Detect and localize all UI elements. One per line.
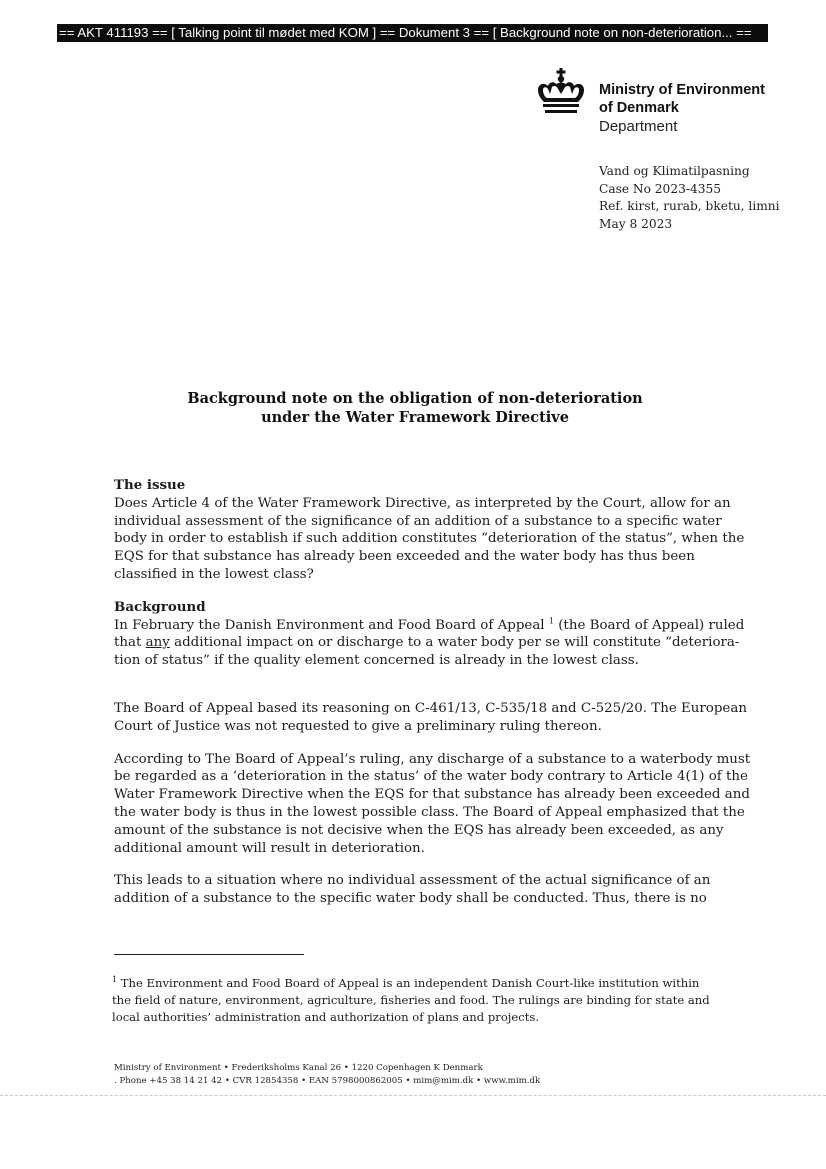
bg-p1-line3: tion of status” if the quality element concerned is already in the lowest class.: [114, 653, 639, 669]
bg-p2-line: The Board of Appeal based its reasoning on C-461/13, C-535/18 and C-525/20. The European: [114, 700, 747, 716]
issue-heading: The issue: [114, 477, 186, 493]
footer-contact: . Phone +45 38 14 21 42 • CVR 12854358 • EAN 5798000862005 • mim@mim.dk • www.mim.dk: [114, 1075, 541, 1086]
footnote-line: the field of nature, environment, agriculture, fisheries and food. The rulings are binding for state and: [112, 993, 710, 1007]
bg-p1-text: In February the Danish Environment and Food Board of Appeal: [114, 617, 545, 633]
footnote-line: The Environment and Food Board of Appeal is an independent Danish Court-like institution within: [120, 976, 700, 990]
ministry-identity: [599, 81, 765, 137]
background-paragraph-3: [114, 751, 751, 858]
title-line1: Background note on the obligation of non-deterioration: [187, 390, 643, 407]
scan-artifact-line: [0, 1095, 826, 1096]
ministry-name-line2: of Denmark: [599, 100, 679, 116]
bg-p2-line: Court of Justice was not requested to give a preliminary ruling thereon.: [114, 718, 602, 734]
header-bar-text: == AKT 411193 == [ Talking point til mødet med KOM ] == Dokument 3 == [ Background note on non-deterioration... ==: [59, 25, 752, 40]
background-paragraph-4: [114, 872, 724, 908]
footnote: [112, 975, 732, 1026]
page-footer: [114, 1062, 540, 1087]
background-heading: Background: [114, 598, 206, 615]
issue-paragraph: [114, 495, 745, 584]
issue-line: individual assessment of the significance of an addition of a substance to a specific water: [114, 513, 722, 529]
ministry-name-line1: Ministry of Environment: [599, 82, 765, 98]
bg-p3-line: amount of the substance is not decisive when the EQS has already been exceeded, as any: [114, 822, 724, 838]
bg-p3-line: be regarded as a ‘deterioration in the status’ of the water body contrary to Article 4(1) of the: [114, 769, 748, 785]
ministry-department: Department: [599, 118, 678, 135]
footnote-marker: 1: [112, 975, 118, 985]
issue-line: body in order to establish if such addition constitutes “deterioration of the status”, when the: [114, 531, 745, 547]
background-paragraph-1: [114, 616, 745, 670]
footer-address: Ministry of Environment • Frederiksholms Kanal 26 • 1220 Copenhagen K Denmark: [114, 1063, 483, 1073]
emphasis-any: any: [145, 635, 170, 651]
footnote-divider: [114, 954, 304, 955]
bg-p1-line2-start: that: [114, 635, 146, 651]
issue-line: Does Article 4 of the Water Framework Directive, as interpreted by the Court, allow for an: [114, 495, 731, 511]
bg-p1-line2-end: additional impact on or discharge to a water body per se will constitute “deteriora-: [169, 635, 740, 651]
document-header-bar: [57, 24, 768, 42]
issue-line: classified in the lowest class?: [114, 566, 314, 582]
meta-case-no: Case No 2023-4355: [599, 181, 721, 196]
footnote-line: local authorities’ administration and authorization of plans and projects.: [112, 1010, 540, 1024]
document-title: [140, 389, 690, 427]
meta-ref: Ref. kirst, rurab, bketu, limni: [599, 199, 780, 213]
bg-p4-line: This leads to a situation where no individual assessment of the actual significance of an: [114, 873, 711, 889]
bg-p1-text-end: (the Board of Appeal) ruled: [553, 617, 745, 633]
title-line2: under the Water Framework Directive: [261, 409, 569, 426]
crown-icon: [534, 68, 588, 118]
meta-unit: Vand og Klimatilpasning: [599, 164, 750, 178]
bg-p4-line: addition of a substance to the specific water body shall be conducted. Thus, there is no: [114, 891, 707, 907]
issue-line: EQS for that substance has already been exceeded and the water body has thus been: [114, 549, 695, 565]
document-meta: [599, 163, 780, 233]
background-paragraph-2: [114, 700, 747, 736]
footnote-ref: 1: [548, 616, 554, 626]
bg-p3-line: Water Framework Directive when the EQS for that substance has already been exceeded and: [114, 787, 750, 803]
bg-p3-line: the water body is thus in the lowest possible class. The Board of Appeal emphasized that the: [114, 804, 745, 820]
bg-p3-line: According to The Board of Appeal’s ruling, any discharge of a substance to a waterbody must: [114, 751, 751, 767]
bg-p3-line: additional amount will result in deterioration.: [114, 840, 425, 856]
meta-date: May 8 2023: [599, 216, 673, 231]
document-body: [114, 477, 751, 923]
